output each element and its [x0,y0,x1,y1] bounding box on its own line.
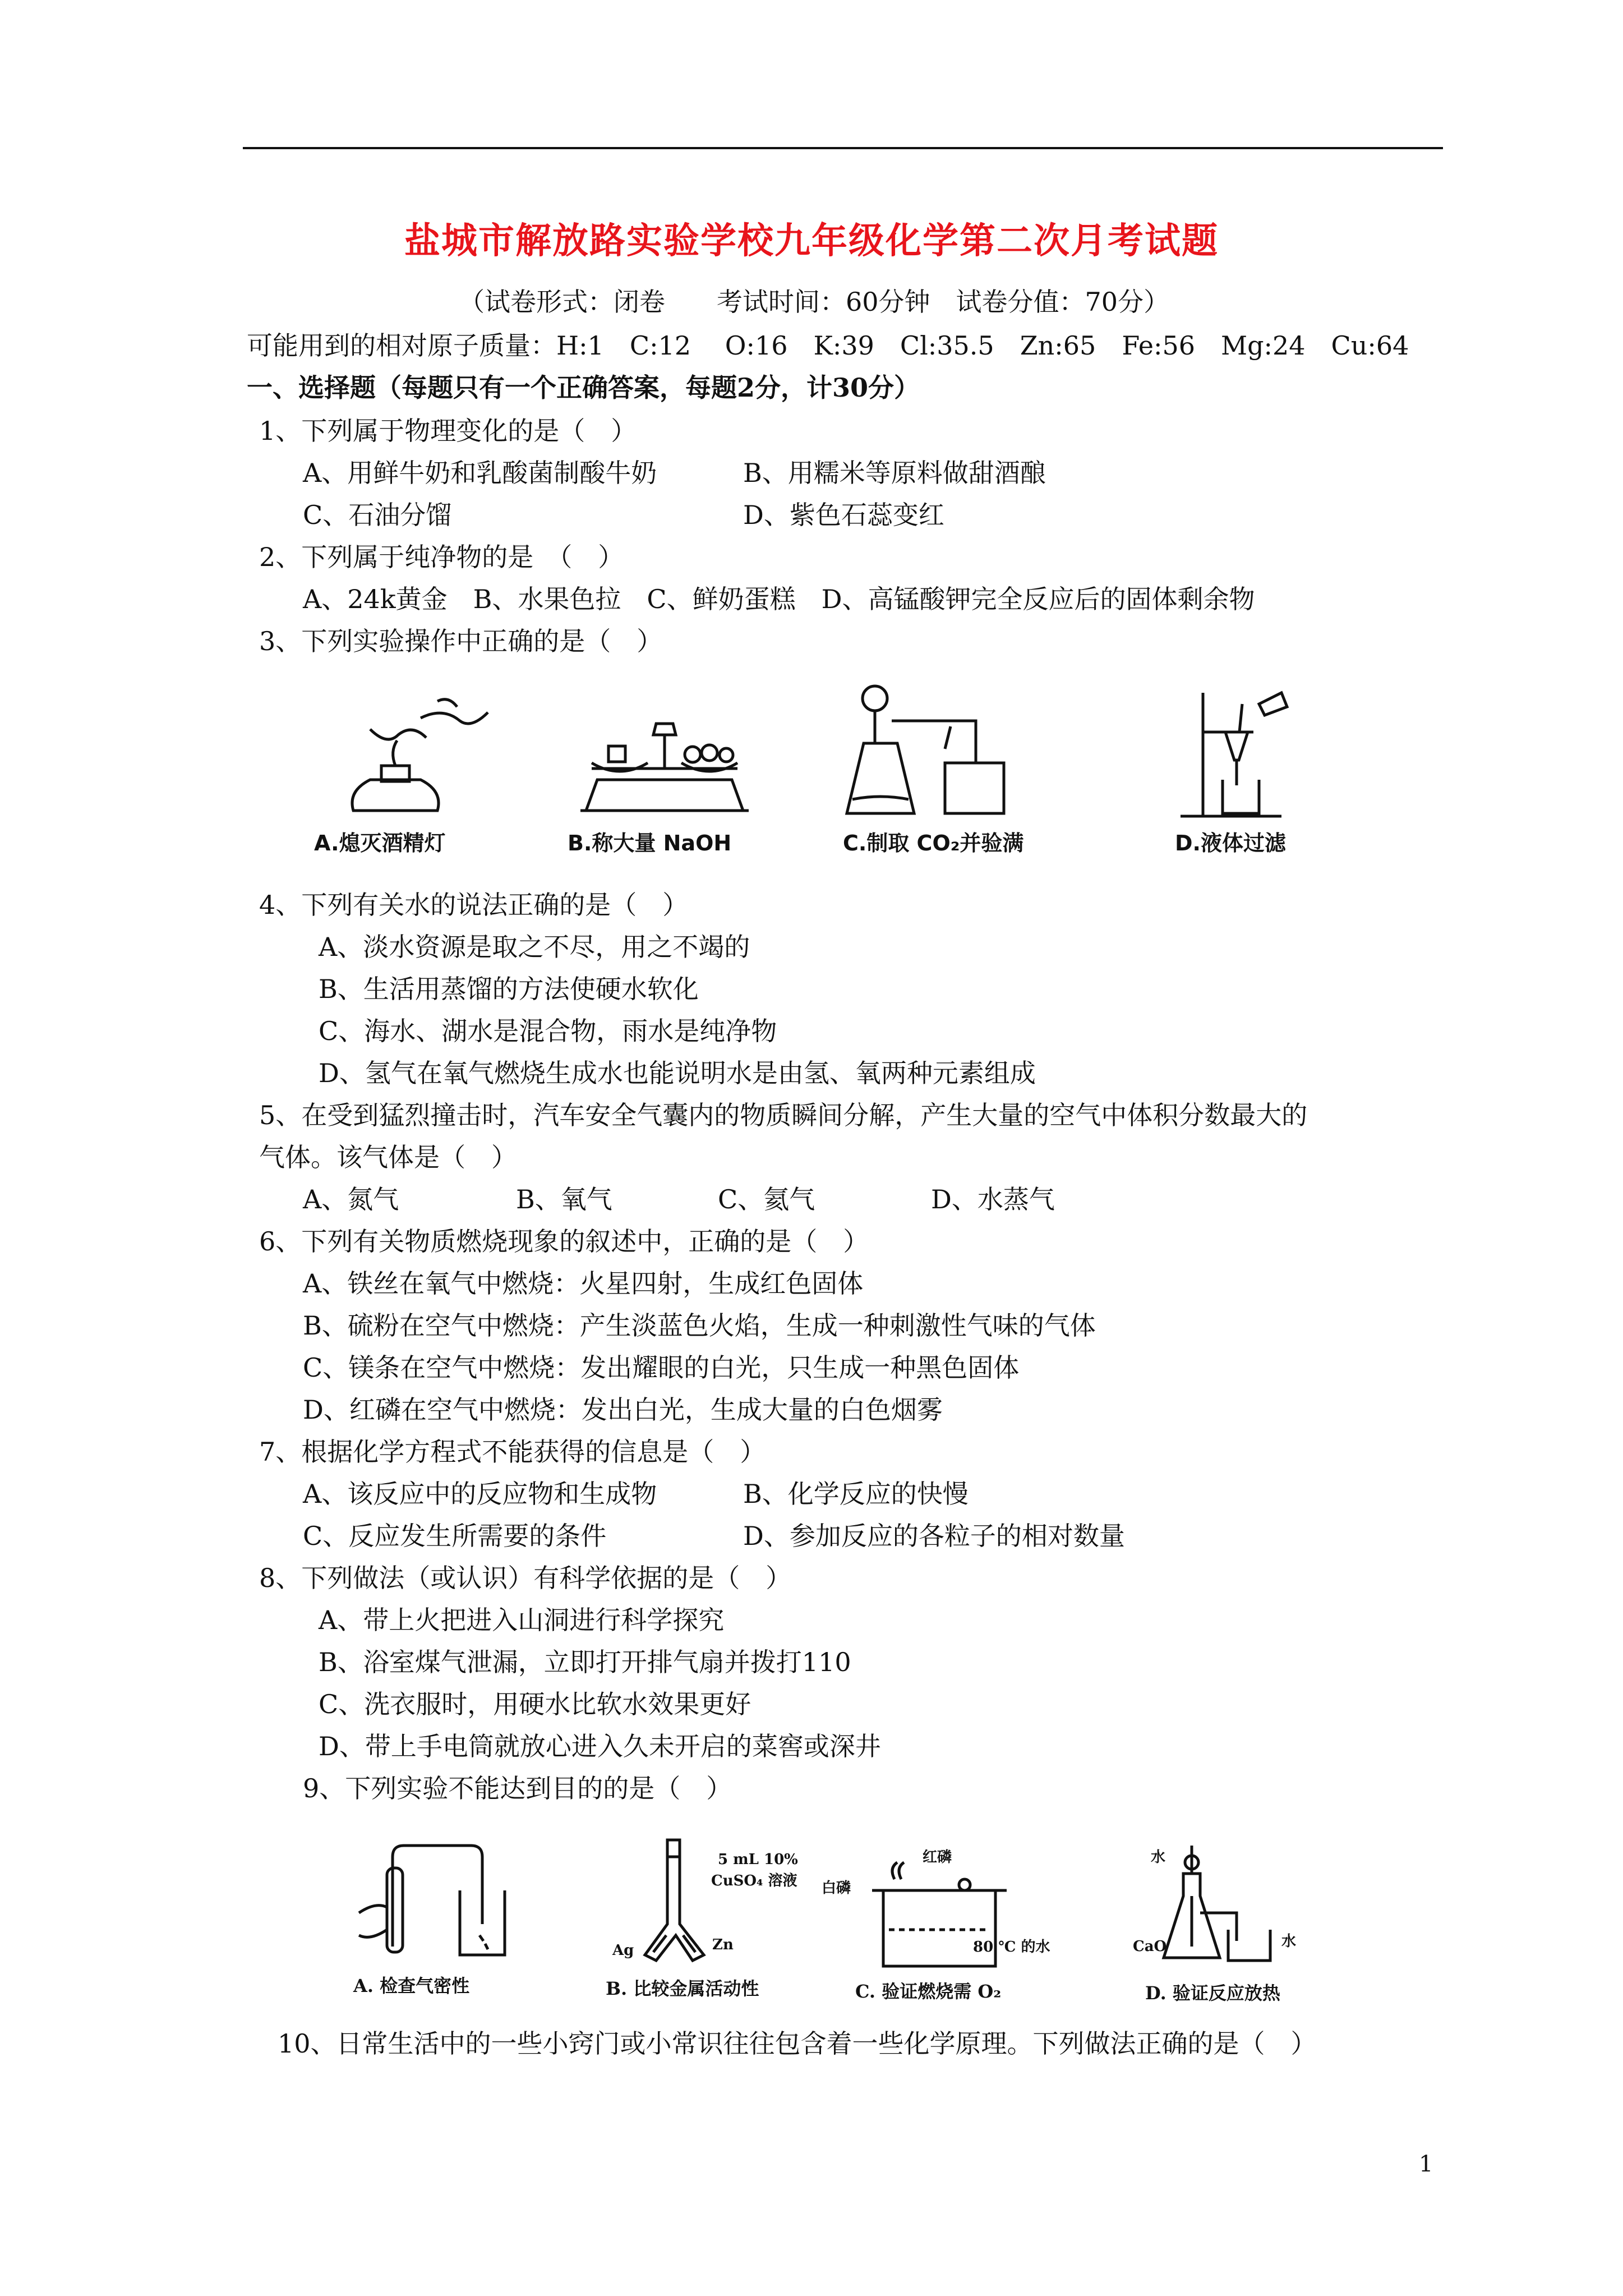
exam-info: （试卷形式：闭卷 考试时间：60分钟 试卷分值：70分） [459,287,1170,317]
q8-option-a: A、带上火把进入山洞进行科学探究 [319,1605,725,1635]
q7-option-d: D、参加反应的各粒子的相对数量 [743,1521,1125,1551]
q1-option-d: D、紫色石蕊变红 [743,500,944,530]
filtration-figure [1169,687,1298,822]
q8-option-d: D、带上手电筒就放心进入久未开启的菜窖或深井 [319,1731,881,1761]
airtightness-figure [353,1834,505,1963]
question-3: 3、下列实验操作中正确的是（ ） [259,626,663,656]
q2-options: A、24k黄金 B、水果色拉 C、鲜奶蛋糕 D、高锰酸钾完全反应后的固体剩余物 [303,584,1255,614]
q4-option-d: D、氢气在氧气燃烧生成水也能说明水是由氢、氧两种元素组成 [319,1058,1036,1088]
question-8: 8、下列做法（或认识）有科学依据的是（ ） [259,1563,792,1593]
question-6: 6、下列有关物质燃烧现象的叙述中，正确的是（ ） [259,1226,869,1257]
q1-option-a: A、用鲜牛奶和乳酸菌制酸牛奶 [303,458,657,488]
section-heading: 一、选择题（每题只有一个正确答案，每题2分，计30分） [247,372,920,403]
q9-c-water-label: 80 ℃ 的水 [973,1939,1050,1955]
q7-option-a: A、该反应中的反应物和生成物 [303,1479,657,1509]
q6-option-c: C、镁条在空气中燃烧：发出耀眼的白光，只生成一种黑色固体 [303,1352,1020,1383]
alcohol-lamp-figure [336,696,494,819]
q8-option-b: B、浴室煤气泄漏，立即打开排气扇并拨打110 [319,1647,851,1677]
co2-apparatus-figure [836,682,1015,822]
q9-b-ag-label: Ag [612,1942,634,1959]
q3-caption-d: D.液体过滤 [1175,831,1286,855]
q5-option-a: A、氮气 [303,1184,399,1214]
q9-caption-d: D. 验证反应放热 [1145,1982,1280,2004]
q9-b-reagent-1: 5 mL 10% [718,1851,798,1868]
q7-option-b: B、化学反应的快慢 [743,1479,969,1509]
q3-caption-b: B.称大量 NaOH [568,831,732,855]
combustion-figure [866,1868,1012,1975]
q9-caption-b: B. 比较金属活动性 [606,1978,759,1999]
q9-d-cao-label: CaO [1133,1938,1167,1955]
q6-option-a: A、铁丝在氧气中燃烧：火星四射，生成红色固体 [303,1268,864,1299]
q8-option-c: C、洗衣服时，用硬水比软水效果更好 [319,1689,751,1719]
question-4: 4、下列有关水的说法正确的是（ ） [259,890,689,920]
q9-b-reagent-2: CuSO₄ 溶液 [711,1872,797,1889]
question-5-line-1: 5、在受到猛烈撞击时，汽车安全气囊内的物质瞬间分解，产生大量的空气中体积分数最大的 [259,1100,1308,1130]
q4-option-b: B、生活用蒸馏的方法使硬水软化 [319,974,699,1004]
q4-option-a: A、淡水资源是取之不尽，用之不竭的 [319,932,750,962]
q1-option-c: C、石油分馏 [303,500,452,530]
q5-option-d: D、水蒸气 [931,1184,1055,1214]
q9-b-zn-label: Zn [712,1936,734,1953]
q9-d-water-right: 水 [1281,1933,1297,1950]
q7-option-c: C、反应发生所需要的条件 [303,1521,607,1551]
question-7: 7、根据化学方程式不能获得的信息是（ ） [259,1437,766,1467]
question-5-line-2: 气体。该气体是（ ） [259,1142,517,1172]
question-10: 10、日常生活中的一些小窍门或小常识往往包含着一些化学原理。下列做法正确的是（ ） [278,2028,1317,2059]
q5-option-b: B、氧气 [516,1184,612,1214]
q9-c-red-phosphorus: 红磷 [923,1849,952,1866]
q6-option-d: D、红磷在空气中燃烧：发出白光，生成大量的白色烟雾 [303,1395,943,1425]
q3-caption-c: C.制取 CO₂并验满 [843,831,1024,855]
balance-figure [569,701,760,819]
question-9: 9、下列实验不能达到目的的是（ ） [303,1773,732,1803]
q5-option-c: C、氦气 [718,1184,815,1214]
atomic-masses: 可能用到的相对原子质量：H:1 C:12 O:16 K:39 Cl:35.5 Zn:65 Fe:56 Mg:24 Cu:64 [247,330,1409,361]
q9-d-water-top: 水 [1151,1849,1166,1866]
page-title: 盐城市解放路实验学校九年级化学第二次月考试题 [404,220,1219,262]
q9-c-white-phosphorus: 白磷 [822,1880,851,1897]
question-1: 1、下列属于物理变化的是（ ） [259,416,637,446]
q6-option-b: B、硫粉在空气中燃烧：产生淡蓝色火焰，生成一种刺激性气味的气体 [303,1310,1096,1341]
page-number: 1 [1419,2151,1433,2177]
q9-caption-c: C. 验证燃烧需 O₂ [855,1981,1002,2002]
q1-option-b: B、用糯米等原料做甜酒酿 [743,458,1046,488]
q9-caption-a: A. 检查气密性 [353,1975,470,1996]
header-rule [243,147,1443,149]
q4-option-c: C、海水、湖水是混合物，雨水是纯净物 [319,1016,777,1046]
q3-caption-a: A.熄灭酒精灯 [314,831,446,855]
question-2: 2、下列属于纯净物的是 （ ） [259,542,624,572]
